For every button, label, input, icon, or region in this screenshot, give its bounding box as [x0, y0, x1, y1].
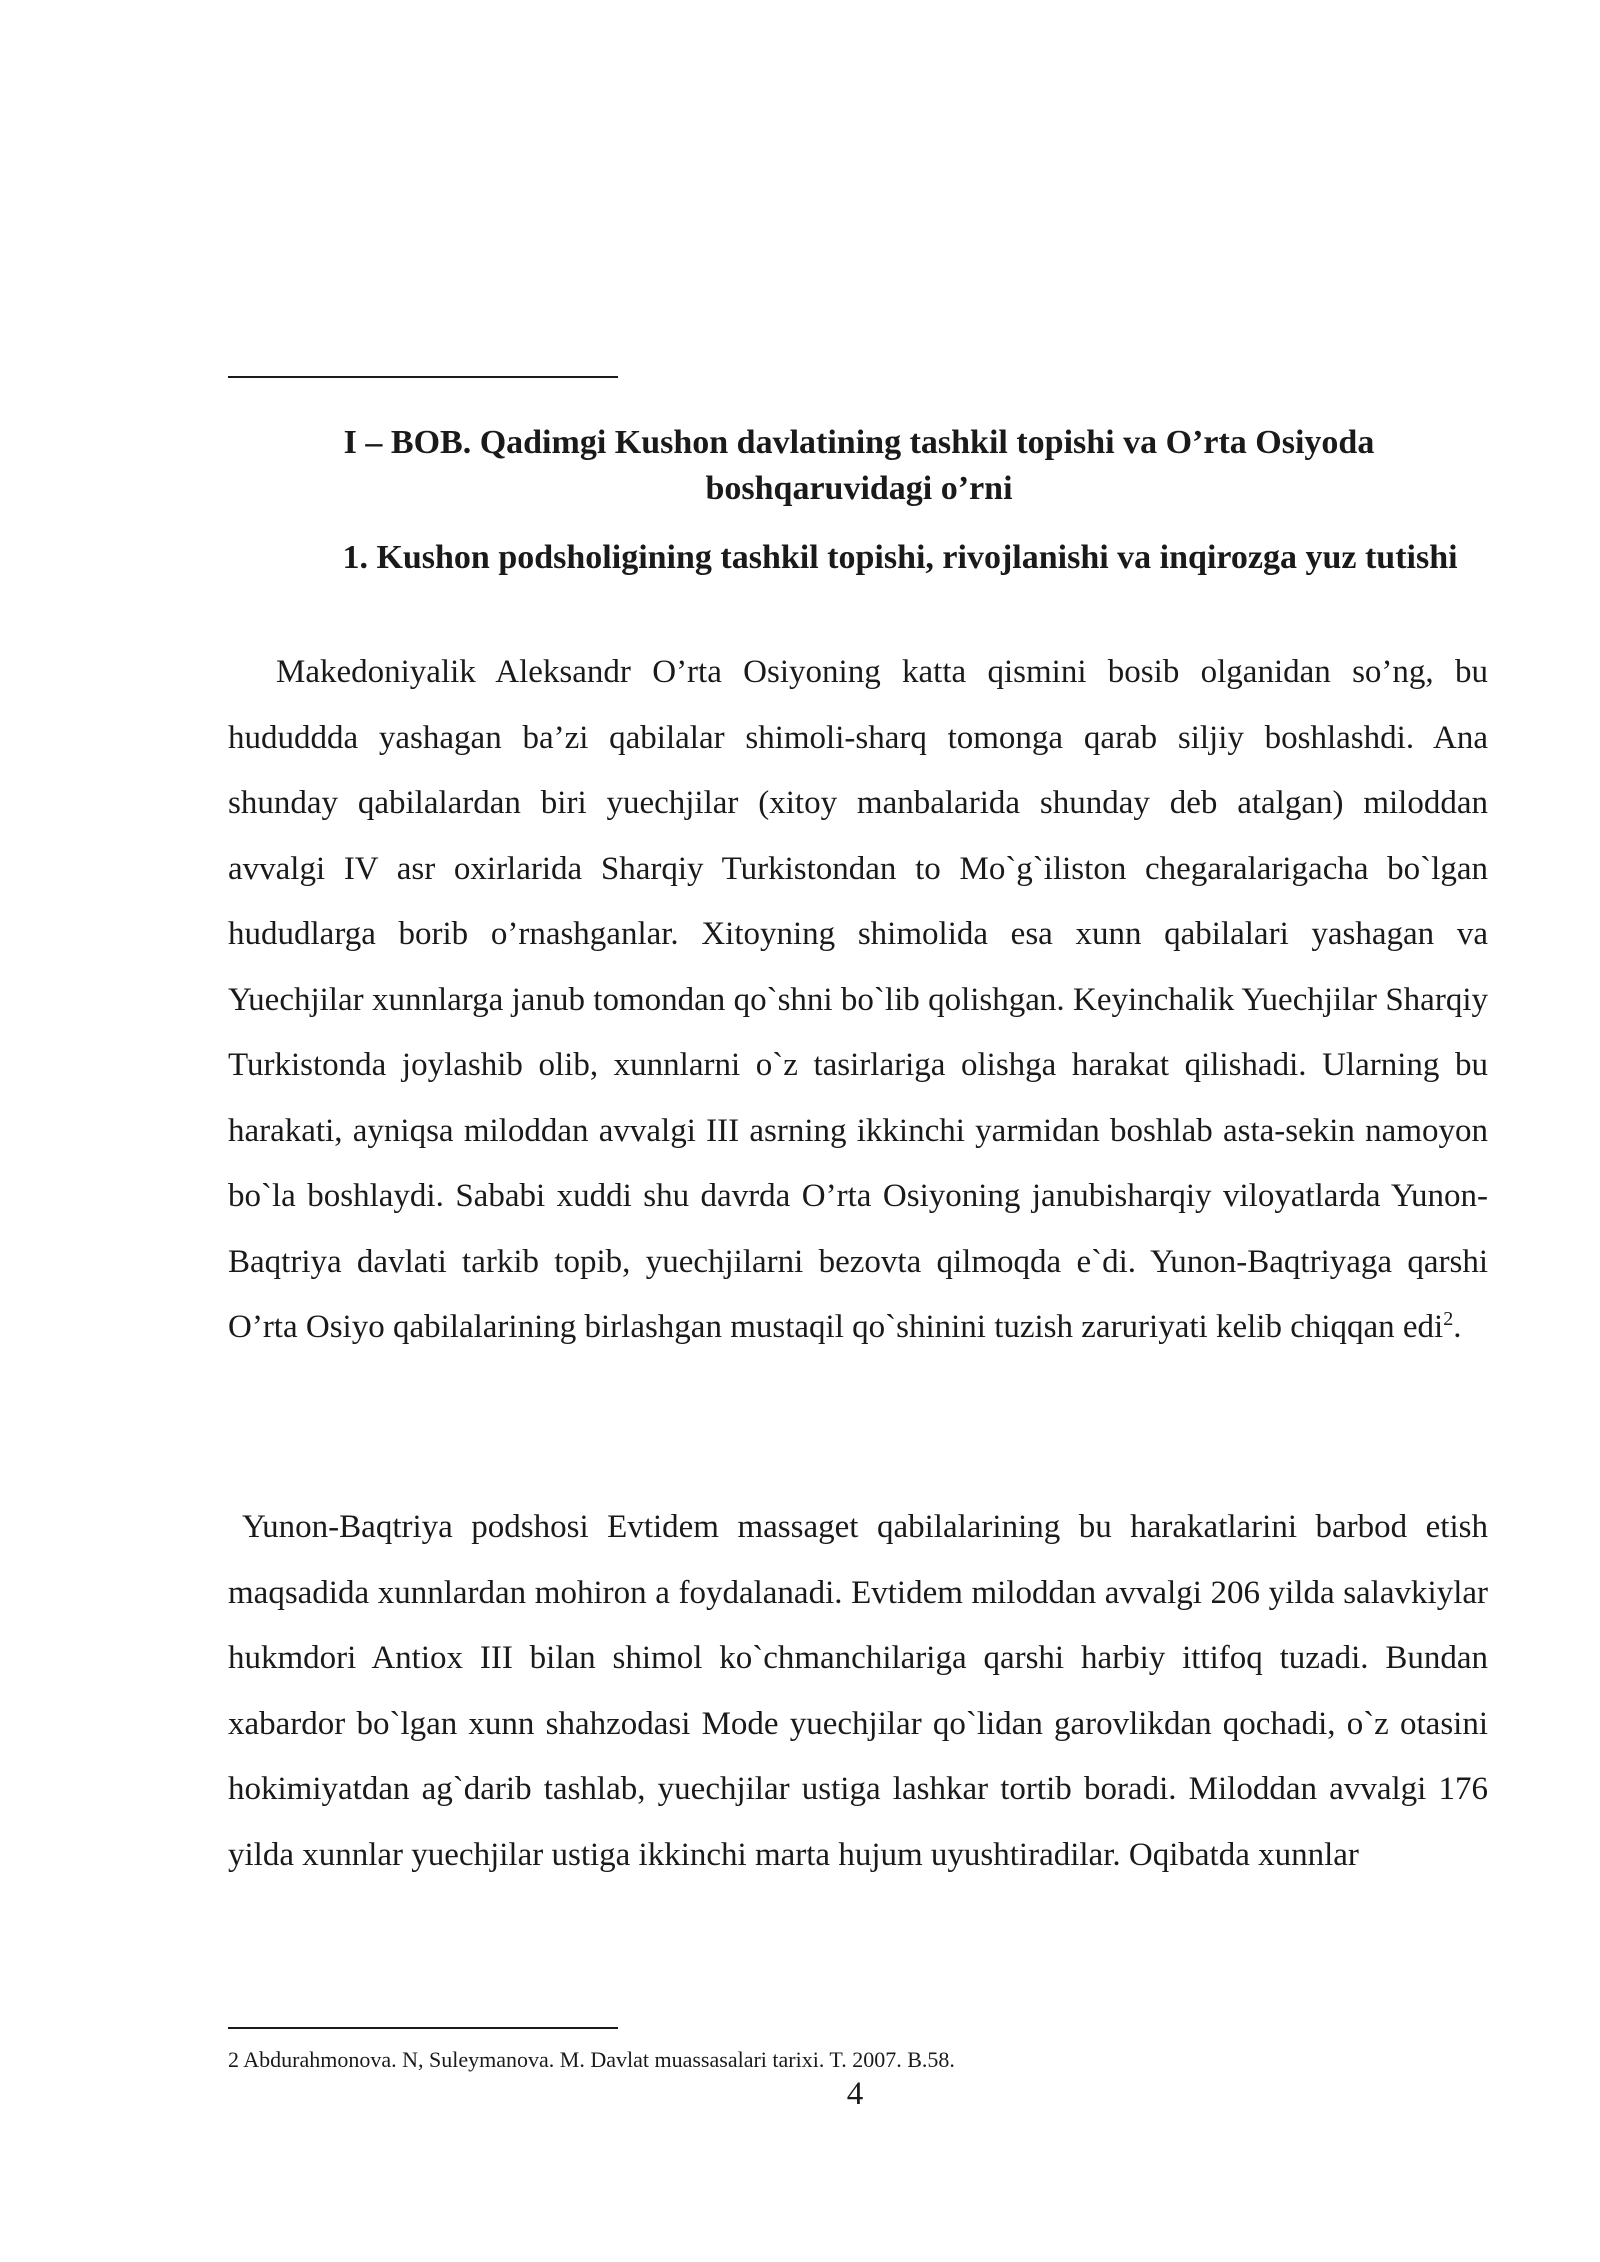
section-title: 1. Kushon podsholigining tashkil topishi, rivojlanishi va inqirozga yuz tutishi	[342, 539, 1458, 576]
body-paragraph-2: Yunon-Baqtriya podshosi Evtidem massaget qabilalarining bu harakatlarini barbod etish maqsadida xunnlardan mohiron a foydalanadi. Evtidem miloddan avvalgi 206 yilda salavkiylar hukmdori Antiox III bilan shimol ko`chmanchilariga qarshi harbiy ittifoq tuzadi. Bundan xabardor bo`lgan xunn shahzodasi Mode yuechjilar qo`lidan garovlikdan qochadi, o`z otasini hokimiyatdan ag`darib tashlab, yuechjilar ustiga lashkar tortib boradi. Miloddan avvalgi 176 yilda xunnlar yuechjilar ustiga ikkinchi marta hujum uyushtiradilar. Oqibatda xunnlar	[228, 1509, 1488, 1873]
footnote-text: 2 Abdurahmonova. N, Suleymanova. M. Davlat muassasalari tarixi. T. 2007. B.58.	[228, 2047, 955, 2072]
paragraph-1-text: Makedoniyalik Aleksandr O’rta Osiyoning katta qismini bosib olganidan so’ng, bu hududdda yashagan ba’zi qabilalar shimoli-sharq tomonga qarab siljiy boshlashdi. Ana shunday qabilalardan biri yuechjilar (xitoy manbalarida shunday deb atalgan) miloddan avvalgi IV asr oxirlarida Sharqiy Turkistondan to Mo`g`iliston chegaralarigacha bo`lgan hududlarga borib o’rnashganlar. Xitoyning shimolida esa xunn qabilalari yashagan va Yuechjilar xunnlarga janub tomondan qo`shni bo`lib qolishgan. Keyinchalik Yuechjilar Sharqiy Turkistonda joylashib olib, xunnlarni o`z tasirlariga olishga harakat qilishadi. Ularning bu harakati, ayniqsa miloddan avvalgi III asrning ikkinchi yarmidan boshlab asta-sekin namoyon bo`la boshlaydi. Sababi xuddi shu davrda O’rta Osiyoning janubisharqiy viloyatlarda Yunon-Baqtriya davlati tarkib topib, yuechjilarni bezovta qilmoqda e`di. Yunon-Baqtriyaga qarshi O’rta Osiyo qabilalarining birlashgan mustaqil qo`shinini tuzish zaruriyati kelib chiqqan edi	[228, 654, 1488, 1345]
footnote-reference: 2	[1443, 1308, 1454, 1330]
page-number: 4	[846, 2076, 864, 2112]
chapter-title: I – BOB. Qadimgi Kushon davlatining tashkil topishi va O’rta Osiyoda boshqaruvidagi o’rni	[343, 424, 1375, 507]
body-paragraph-1	[228, 640, 1488, 1361]
footnote-separator-line	[228, 2027, 618, 2029]
paragraph-1-end: .	[1453, 1309, 1462, 1345]
header-separator-line	[228, 376, 618, 378]
